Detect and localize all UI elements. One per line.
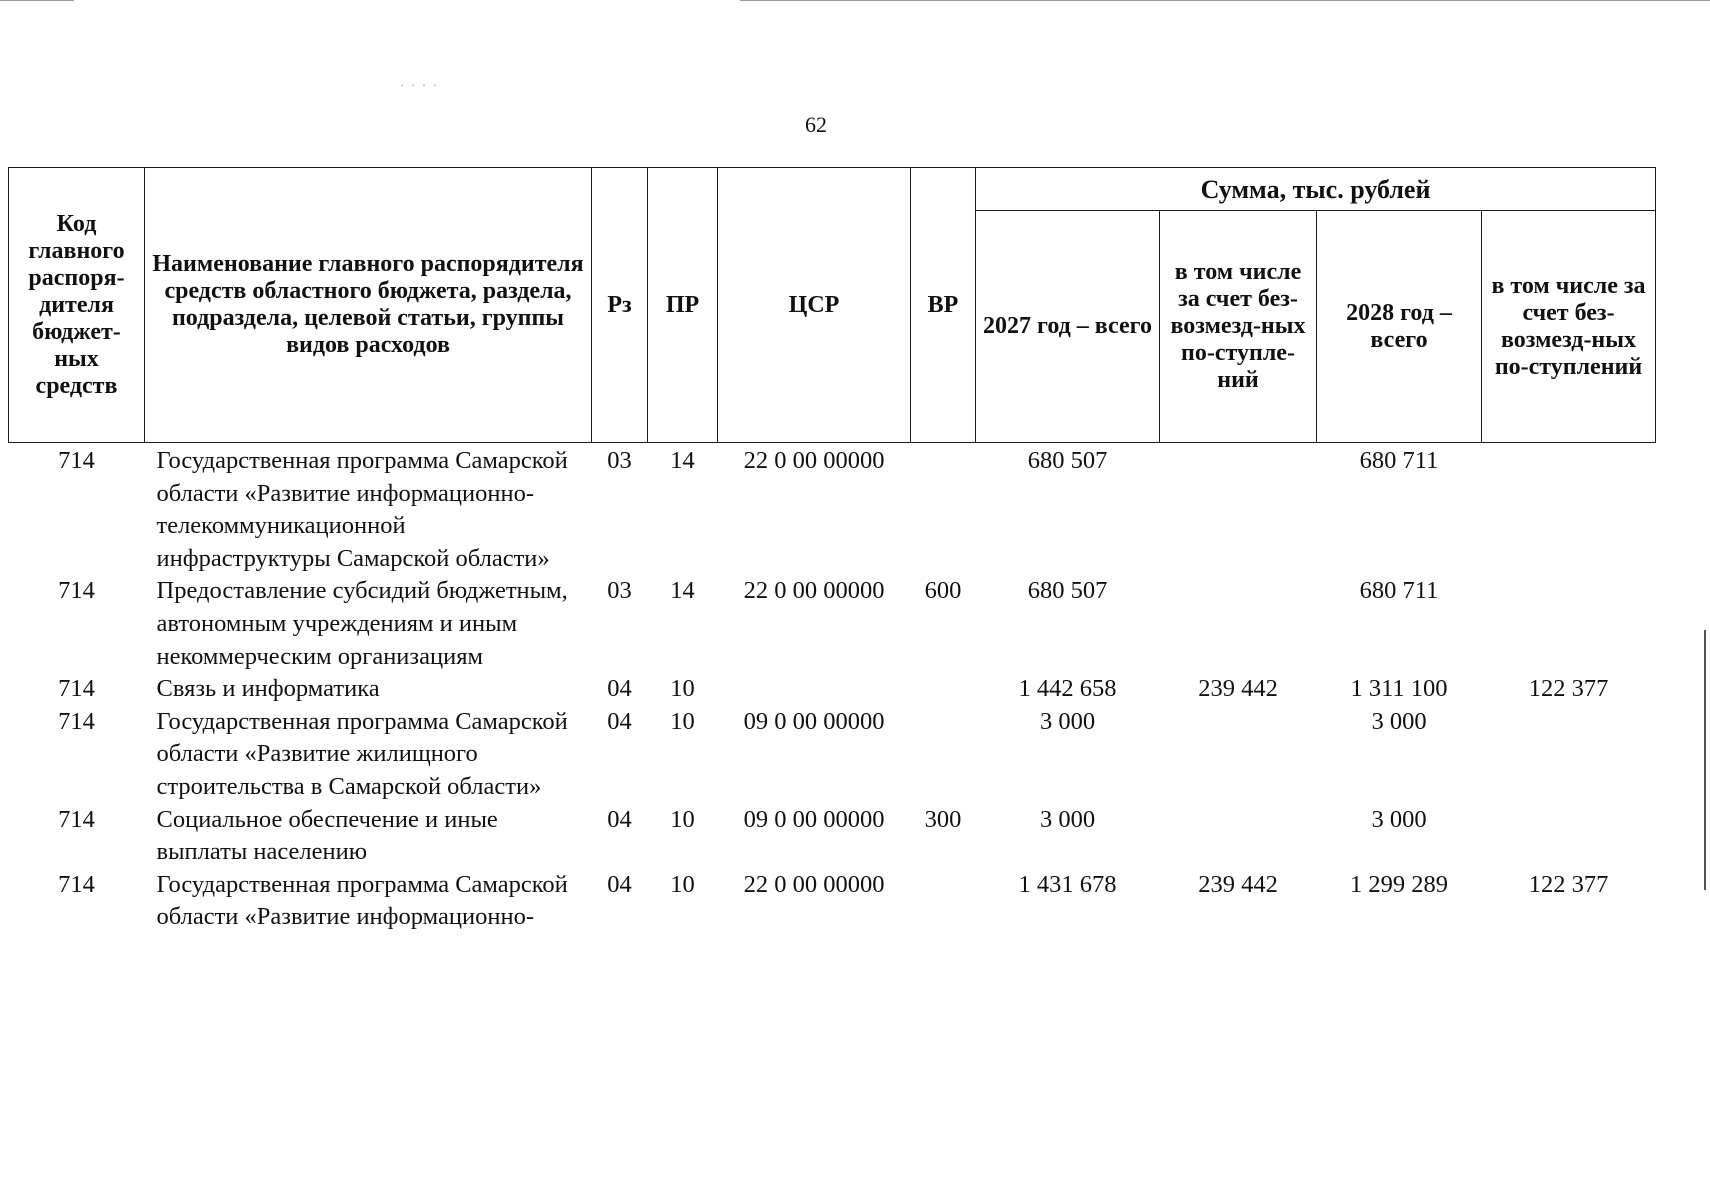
cell-rz: 03: [607, 447, 632, 474]
cell-2027-grants: [1160, 575, 1317, 673]
cell-name: Социальное обеспечение и иные выплаты населению: [156, 805, 498, 866]
header-2027-grants: в том числе за счет без-возмезд-ных по-ступле-ний: [1160, 211, 1317, 443]
page-number: 62: [805, 112, 827, 137]
cell-2028-total: 680 711: [1359, 577, 1439, 605]
header-sum-group: Сумма, тыс. рублей: [976, 168, 1656, 211]
cell-2027-total: 3 000: [1039, 707, 1096, 735]
cell-name: Государственная программа Самарской области «Развитие информационно-телекоммуникационной инфраструктуры Самарской области»: [156, 447, 568, 572]
cell-code: 714: [58, 707, 95, 735]
cell-rz: 04: [607, 675, 632, 703]
cell-rz: 04: [607, 870, 632, 898]
cell-code: 714: [58, 805, 95, 833]
cell-vr: 600: [924, 577, 962, 605]
cell-name: Государственная программа Самарской области «Развитие жилищного строительства в Самарской области»: [156, 707, 568, 800]
table-body: [9, 443, 1656, 934]
cell-2028-total: 3 000: [1371, 805, 1427, 833]
cell-csr: 22 0 00 00000: [743, 577, 885, 605]
cell-2028-grants: 122 377: [1528, 675, 1609, 703]
cell-pr: 10: [670, 675, 695, 703]
table-row: [9, 575, 1656, 673]
cell-code: 714: [58, 577, 95, 605]
cell-2027-total: 680 507: [1027, 447, 1108, 474]
cell-rz: 04: [607, 707, 632, 735]
cell-2028-grants: [1482, 804, 1656, 869]
cell-code: 714: [58, 675, 95, 703]
cell-vr: [911, 673, 976, 706]
cell-csr: 09 0 00 00000: [743, 805, 885, 833]
cell-vr: [911, 443, 976, 576]
cell-rz: 04: [607, 805, 632, 833]
cell-pr: 10: [670, 870, 695, 898]
budget-table: [8, 167, 1656, 934]
table-row: [9, 673, 1656, 706]
cell-vr: [911, 706, 976, 804]
cell-2028-grants: [1482, 443, 1656, 576]
cell-pr: 10: [670, 805, 695, 833]
table-row: [9, 443, 1656, 576]
cell-pr: 10: [670, 707, 695, 735]
header-csr: ЦСР: [718, 168, 911, 443]
cell-code: 714: [58, 870, 95, 898]
cell-rz: 03: [607, 577, 632, 605]
cell-2028-total: 680 711: [1359, 447, 1439, 474]
table-row: [9, 869, 1656, 934]
cell-2028-total: 3 000: [1371, 707, 1427, 735]
table-row: [9, 804, 1656, 869]
header-name: Наименование главного распорядителя средств областного бюджета, раздела, подраздела, целевой статьи, группы видов расходов: [145, 168, 592, 443]
cell-2027-grants: [1160, 706, 1317, 804]
table-row: [9, 706, 1656, 804]
cell-2027-grants: 239 442: [1198, 870, 1278, 898]
header-code: Код главного распоря-дителя бюджет-ных средств: [9, 168, 145, 443]
cell-csr: 09 0 00 00000: [743, 707, 885, 735]
cell-code: 714: [58, 447, 95, 474]
cell-2027-grants: 239 442: [1198, 675, 1278, 703]
cell-2027-total: 3 000: [1039, 805, 1096, 833]
cell-name: Государственная программа Самарской области «Развитие информационно-: [156, 870, 568, 931]
scan-noise: · · · ·: [400, 78, 439, 92]
cell-pr: 14: [670, 577, 695, 605]
cell-2028-grants: [1482, 706, 1656, 804]
header-pr: ПР: [648, 168, 718, 443]
cell-csr: 22 0 00 00000: [743, 447, 885, 474]
header-vr: ВР: [911, 168, 976, 443]
cell-vr: 300: [924, 805, 962, 833]
cell-name: Предоставление субсидий бюджетным, автономным учреждениям и иным некоммерческим организациям: [156, 577, 568, 670]
scan-edge-mark: [1704, 630, 1706, 890]
header-2027-total: 2027 год – всего: [976, 211, 1160, 443]
cell-2027-total: 1 431 678: [1018, 870, 1117, 898]
scan-edge-line: [740, 0, 1710, 1]
cell-2028-total: 1 311 100: [1350, 675, 1448, 703]
cell-pr: 14: [670, 447, 695, 474]
header-2028-grants: в том числе за счет без-возмезд-ных по-ступлений: [1482, 211, 1656, 443]
cell-csr: [718, 673, 911, 706]
cell-2027-total: 1 442 658: [1018, 675, 1117, 703]
cell-csr: 22 0 00 00000: [743, 870, 885, 898]
header-rz: Рз: [592, 168, 648, 443]
scan-edge-line: [0, 0, 74, 1]
cell-vr: [911, 869, 976, 934]
cell-2028-grants: 122 377: [1528, 870, 1609, 898]
cell-name: Связь и информатика: [156, 675, 380, 703]
header-2028-total: 2028 год – всего: [1317, 211, 1482, 443]
cell-2027-grants: [1160, 804, 1317, 869]
cell-2027-grants: [1160, 443, 1317, 576]
cell-2027-total: 680 507: [1027, 577, 1108, 605]
cell-2028-total: 1 299 289: [1350, 870, 1448, 898]
cell-2028-grants: [1482, 575, 1656, 673]
